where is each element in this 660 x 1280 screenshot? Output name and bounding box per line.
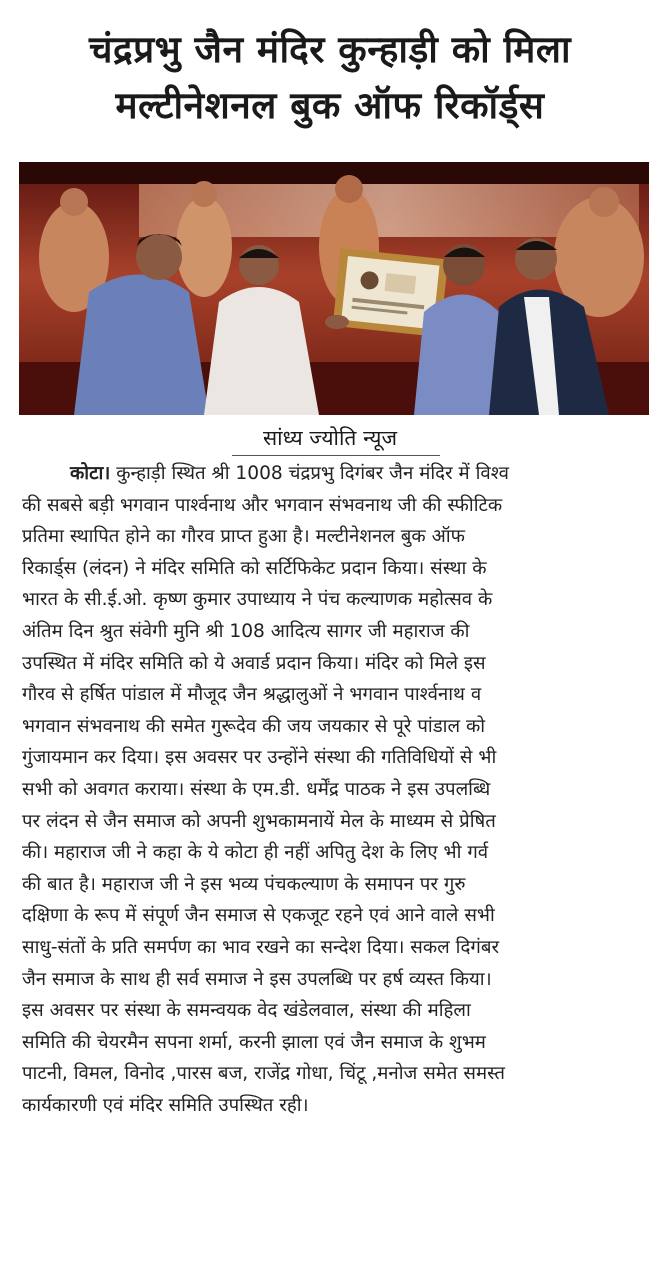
article-line: कार्यकारणी एवं मंदिर समिति उपस्थित रही। xyxy=(22,1094,309,1116)
article-line: पाटनी, विमल, विनोद ,पारस बज, राजेंद्र गोधा, चिंटू ,मनोज समेत समस्त xyxy=(22,1063,505,1085)
article-line: समिति की चेयरमैन सपना शर्मा, करनी झाला एवं जैन समाज के शुभम xyxy=(22,1031,486,1053)
award-ceremony-photo xyxy=(19,162,649,415)
article-line: इस अवसर पर संस्था के समन्वयक वेद खंडेलवाल, संस्था की महिला xyxy=(22,1000,471,1022)
article-line: की बात है। महाराज जी ने इस भव्य पंचकल्याण के समापन पर गुरु xyxy=(22,873,466,895)
article-line: भगवान संभवनाथ की समेत गुरूदेव की जय जयकार से पूरे पांडाल को xyxy=(22,715,486,737)
headline-line-1: चंद्रप्रभु जैन मंदिर कुन्हाड़ी को मिला xyxy=(88,28,572,71)
article-line: की सबसे बड़ी भगवान पार्श्वनाथ और भगवान संभवनाथ जी की स्फीटिक xyxy=(22,494,503,516)
article-line: भारत के सी.ई.ओ. कृष्ण कुमार उपाध्याय ने पंच कल्याणक महोत्सव के xyxy=(22,589,493,611)
article-line: पर लंदन से जैन समाज को अपनी शुभकामनायें मेल के माध्यम से प्रेषित xyxy=(22,810,496,832)
article-line: उपस्थित में मंदिर समिति को ये अवार्ड प्रदान किया। मंदिर को मिले इस xyxy=(22,652,486,674)
article-line: प्रतिमा स्थापित होने का गौरव प्राप्त हुआ है। मल्टीनेशनल बुक ऑफ xyxy=(22,526,465,548)
article-line: अंतिम दिन श्रुत संवेगी मुनि श्री 108 आदित्य सागर जी महाराज की xyxy=(22,620,470,642)
article-line: दक्षिणा के रूप में संपूर्ण जैन समाज से एकजूट रहने एवं आने वाले सभी xyxy=(22,905,495,927)
article-line: गुंजायमान कर दिया। इस अवसर पर उन्होंने संस्था की गतिविधियों से भी xyxy=(22,747,497,769)
byline: सांध्य ज्योति न्यूज xyxy=(262,426,398,450)
headline xyxy=(0,22,660,134)
article-line: कोटा। कुन्हाड़ी स्थित श्री 1008 चंद्रप्रभु दिगंबर जैन मंदिर में विश्व xyxy=(70,463,509,484)
dateline: कोटा। xyxy=(70,463,111,484)
article-body xyxy=(22,458,642,1121)
article-line: साधु-संतों के प्रति समर्पण का भाव रखने का सन्देश दिया। सकल दिगंबर xyxy=(22,936,500,958)
article-line: रिकार्ड्स (लंदन) ने मंदिर समिति को सर्टिफिकेट प्रदान किया। संस्था के xyxy=(22,557,487,579)
article-line: जैन समाज के साथ ही सर्व समाज ने इस उपलब्धि पर हर्ष व्यस्त किया। xyxy=(22,968,492,990)
article-line: गौरव से हर्षित पांडाल में मौजूद जैन श्रद्धालुओं ने भगवान पार्श्वनाथ व xyxy=(22,684,482,706)
article-line: की। महाराज जी ने कहा के ये कोटा ही नहीं अपितु देश के लिए भी गर्व xyxy=(22,842,489,864)
article-line: सभी को अवगत कराया। संस्था के एम.डी. धर्मेंद्र पाठक ने इस उपलब्धि xyxy=(22,778,491,800)
headline-line-2: मल्टीनेशनल बुक ऑफ रिकॉर्ड्स xyxy=(115,84,545,127)
byline-divider xyxy=(232,455,440,456)
